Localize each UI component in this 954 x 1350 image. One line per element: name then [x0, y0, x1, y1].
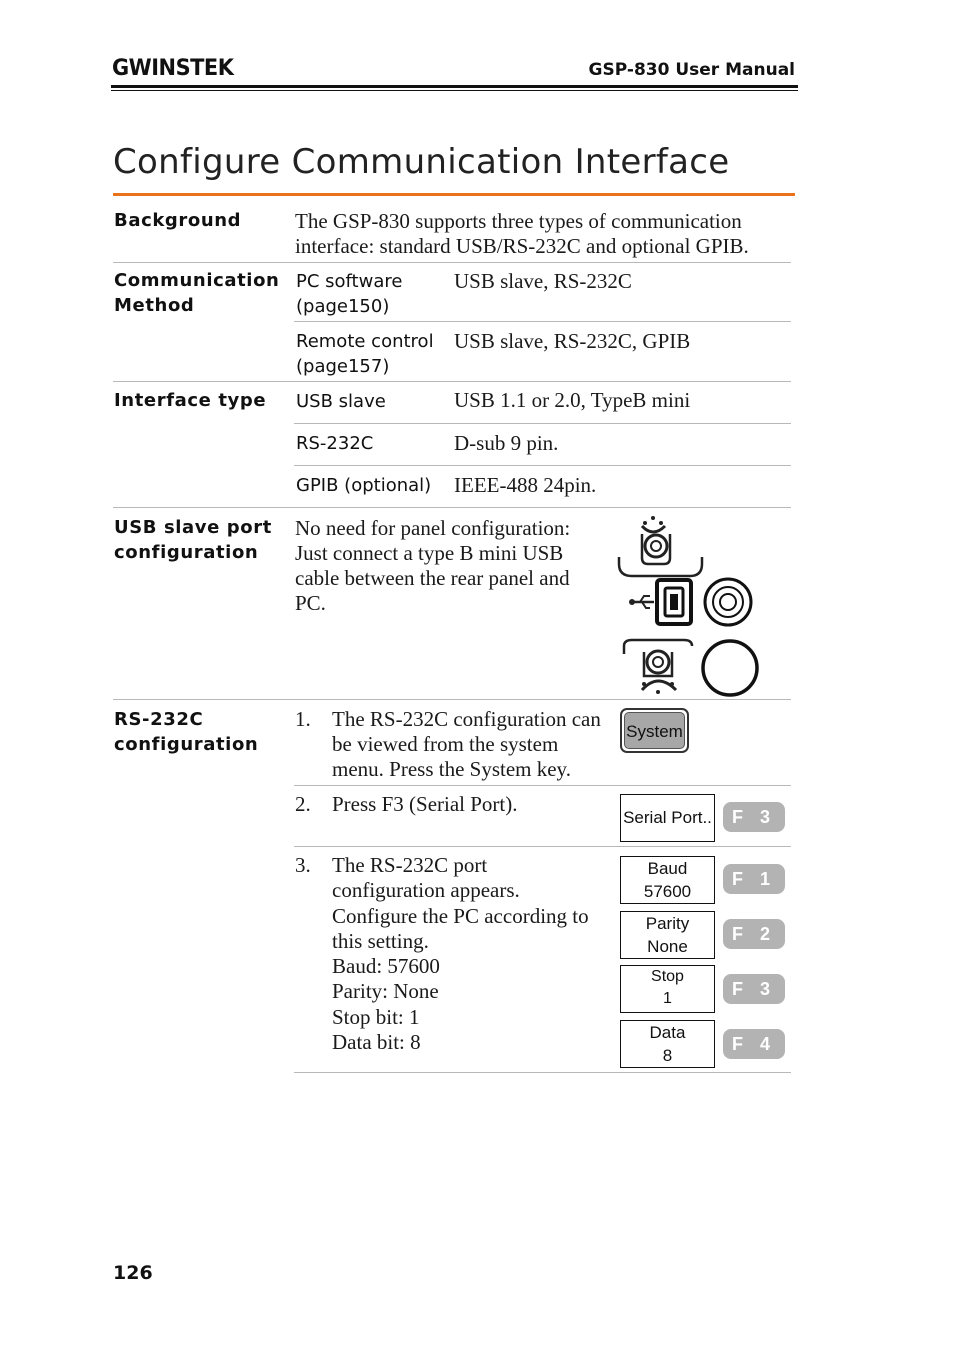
remote-control-page: (page157) — [296, 356, 390, 377]
manual-title: GSP-830 User Manual — [588, 60, 795, 80]
pc-software-value: USB slave, RS-232C — [454, 269, 632, 293]
data-softkey — [620, 1020, 715, 1068]
usb-slave-name: USB slave — [296, 391, 386, 412]
step-3-line-2: configuration appears. — [332, 878, 520, 902]
softkey-value: None — [647, 937, 688, 956]
softkey-value: 8 — [662, 1046, 673, 1065]
usb-config-label-1: USB slave port — [114, 517, 272, 538]
usb-config-text-1: No need for panel configuration: — [295, 516, 571, 540]
rs232c-value: D-sub 9 pin. — [454, 431, 559, 455]
f3-key[interactable]: F 3 — [723, 802, 785, 832]
softkey-value: 1 — [663, 990, 672, 1007]
softkey-label: Stop — [651, 968, 684, 985]
usb-config-label-2: configuration — [114, 542, 259, 563]
step-3-line-3: Configure the PC according to — [332, 904, 589, 928]
step-1-number: 1. — [295, 707, 311, 731]
f1-key[interactable]: F 1 — [723, 864, 785, 894]
pc-software-page: (page150) — [296, 296, 390, 317]
step-3-line-1: The RS-232C port — [332, 853, 488, 877]
usb-config-text-2: Just connect a type B mini USB — [295, 541, 564, 565]
divider — [294, 846, 791, 847]
header-rule-thin — [111, 90, 798, 91]
rear-panel-usb-illustration — [612, 512, 762, 697]
softkey-label: Baud — [647, 859, 688, 878]
interface-type-label: Interface type — [114, 390, 267, 411]
step-1-line-2: be viewed from the system — [332, 732, 559, 756]
step-3-line-8: Data bit: 8 — [332, 1030, 421, 1054]
step-3-number: 3. — [295, 853, 311, 877]
step-1-line-3: menu. Press the System key. — [332, 757, 571, 781]
title-underline — [113, 193, 795, 196]
rs232c-name: RS-232C — [296, 433, 374, 454]
step-3-line-4: this setting. — [332, 929, 429, 953]
divider — [294, 1072, 791, 1073]
divider — [113, 262, 791, 263]
background-text-2: interface: standard USB/RS-232C and optional GPIB. — [295, 234, 749, 258]
page-title: Configure Communication Interface — [113, 142, 730, 182]
brand-logo: GWINSTEK — [112, 56, 234, 81]
divider — [294, 321, 791, 322]
baud-softkey — [620, 856, 715, 904]
system-key-face: System — [624, 712, 685, 749]
parity-softkey — [620, 911, 715, 959]
background-text-1: The GSP-830 supports three types of communication — [295, 209, 742, 233]
divider — [113, 699, 791, 700]
divider — [113, 381, 791, 382]
remote-control-value: USB slave, RS-232C, GPIB — [454, 329, 691, 353]
step-3-line-7: Stop bit: 1 — [332, 1005, 420, 1029]
rs232-config-label-1: RS-232C — [114, 709, 204, 730]
remote-control-name: Remote control — [296, 331, 434, 352]
header-rule — [111, 85, 798, 88]
usb-slave-value: USB 1.1 or 2.0, TypeB mini — [454, 388, 691, 412]
gpib-name: GPIB (optional) — [296, 475, 432, 496]
page-number: 126 — [113, 1262, 153, 1284]
rs232-config-label-2: configuration — [114, 734, 259, 755]
comm-method-label-1: Communication — [114, 270, 280, 291]
pc-software-name: PC software — [296, 271, 403, 292]
softkey-label: Parity — [645, 914, 690, 933]
system-key[interactable] — [620, 708, 689, 753]
step-3-line-6: Parity: None — [332, 979, 439, 1003]
step-2-number: 2. — [295, 792, 311, 816]
comm-method-label-2: Method — [114, 295, 195, 316]
background-label: Background — [114, 210, 242, 231]
step-1-line-1: The RS-232C configuration can — [332, 707, 601, 731]
divider — [294, 465, 791, 466]
usb-config-text-3: cable between the rear panel and — [295, 566, 570, 590]
step-2-line-1: Press F3 (Serial Port). — [332, 792, 518, 816]
step-3-line-5: Baud: 57600 — [332, 954, 440, 978]
divider — [294, 423, 791, 424]
stop-softkey — [620, 965, 715, 1013]
softkey-value: 57600 — [643, 882, 692, 901]
serial-port-softkey: Serial Port.. — [620, 794, 715, 842]
softkey-label: Data — [649, 1023, 686, 1042]
usb-config-text-4: PC. — [295, 591, 326, 615]
divider — [113, 507, 791, 508]
f2-key[interactable]: F 2 — [723, 919, 785, 949]
gpib-value: IEEE-488 24pin. — [454, 473, 597, 497]
divider — [294, 785, 791, 786]
f4-key[interactable]: F 4 — [723, 1029, 785, 1059]
f3-key[interactable]: F 3 — [723, 974, 785, 1004]
